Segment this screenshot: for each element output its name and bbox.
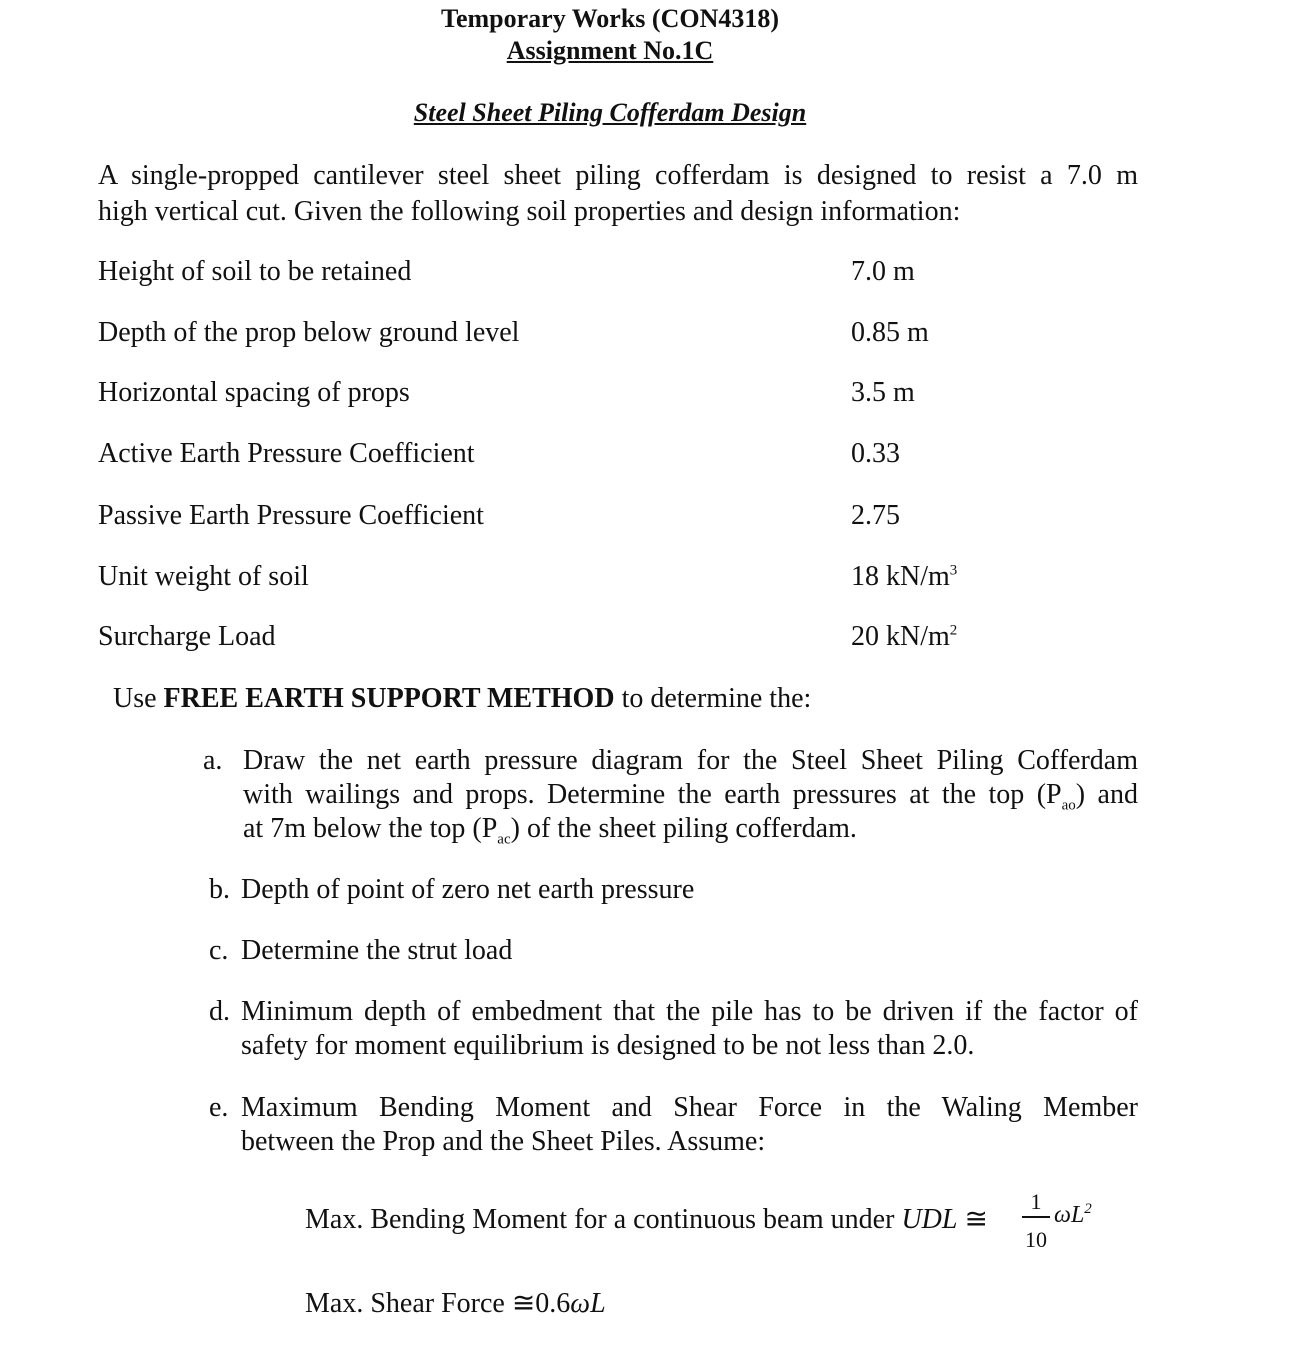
- method-suffix: to determine the:: [614, 683, 812, 714]
- property-label: Active Earth Pressure Coefficient: [98, 438, 475, 469]
- shear-coefficient: 0.6: [535, 1288, 571, 1319]
- bending-moment-formula: [305, 1202, 988, 1236]
- property-value: 0.85 m: [851, 317, 929, 348]
- assignment-number-text: Assignment No.1C: [506, 36, 714, 65]
- property-label: Horizontal spacing of props: [98, 377, 410, 408]
- property-label: Unit weight of soil: [98, 561, 309, 592]
- approx-symbol: ≅: [511, 1288, 536, 1319]
- item-c-letter: c.: [209, 935, 229, 966]
- item-d-letter: d.: [209, 996, 230, 1027]
- property-value: 0.33: [851, 438, 900, 469]
- item-e-letter: e.: [209, 1092, 229, 1123]
- fraction-numerator: 1: [1030, 1189, 1042, 1214]
- property-value-text: 18 kN/m: [851, 561, 950, 592]
- subscript-ac: ac: [497, 831, 511, 848]
- property-value: 3.5 m: [851, 377, 915, 408]
- omega-l-symbol: ωL: [570, 1288, 606, 1319]
- property-label: Height of soil to be retained: [98, 256, 412, 287]
- item-c-text: Determine the strut load: [241, 935, 513, 966]
- fraction-denominator: 10: [1025, 1227, 1047, 1252]
- item-a-line-3-tail: ) of the sheet piling cofferdam.: [510, 813, 857, 844]
- document-title: [0, 98, 1220, 128]
- item-d-line-2: safety for moment equilibrium is designed to be not less than 2.0.: [241, 1030, 975, 1061]
- property-label: Passive Earth Pressure Coefficient: [98, 500, 484, 531]
- property-value: [851, 561, 957, 593]
- item-a-line-2: [243, 779, 1138, 814]
- item-e-line-2: between the Prop and the Sheet Piles. Assume:: [241, 1126, 766, 1157]
- assignment-number: [0, 36, 1220, 66]
- document-title-text: Steel Sheet Piling Cofferdam Design: [413, 98, 807, 127]
- property-label: Surcharge Load: [98, 621, 276, 652]
- item-a-line-3-text: at 7m below the top (P: [243, 813, 498, 844]
- item-a-line-3: [243, 813, 857, 848]
- unit-exponent: 2: [949, 622, 958, 639]
- fraction-bar: [1022, 1216, 1050, 1218]
- course-title: Temporary Works (CON4318): [441, 4, 779, 33]
- udl-symbol: UDL: [901, 1204, 958, 1235]
- l-squared-exponent: 2: [1084, 1201, 1092, 1217]
- intro-line-1: A single-propped cantilever steel sheet piling cofferdam is designed to resist a 7.0 m: [98, 160, 1138, 191]
- item-e-line-1: Maximum Bending Moment and Shear Force in the Waling Member: [241, 1092, 1138, 1123]
- method-name: FREE EARTH SUPPORT METHOD: [163, 683, 615, 714]
- unit-exponent: 3: [949, 562, 958, 579]
- method-prefix: Use: [113, 683, 164, 714]
- property-value: [851, 621, 957, 653]
- item-a-letter: a.: [203, 745, 223, 776]
- item-b-letter: b.: [209, 874, 230, 905]
- shear-force-text: Max. Shear Force: [305, 1288, 512, 1319]
- item-d-line-1: Minimum depth of embedment that the pile has to be driven if the factor of: [241, 996, 1138, 1027]
- omega-l-symbol: ωL: [1054, 1202, 1085, 1228]
- item-a-line-1: Draw the net earth pressure diagram for the Steel Sheet Piling Cofferdam: [243, 745, 1138, 776]
- property-value-text: 20 kN/m: [851, 621, 950, 652]
- item-a-line-2-tail: ) and: [1075, 779, 1138, 810]
- intro-line-2: high vertical cut. Given the following soil properties and design information:: [98, 196, 961, 227]
- bending-moment-text: Max. Bending Moment for a continuous beam under: [305, 1204, 902, 1235]
- shear-force-formula: [305, 1286, 606, 1320]
- bending-moment-tail: [1054, 1202, 1092, 1229]
- property-value: 7.0 m: [851, 256, 915, 287]
- item-b-text: Depth of point of zero net earth pressure: [241, 874, 695, 905]
- property-label: Depth of the prop below ground level: [98, 317, 520, 348]
- item-a-line-2-text: with wailings and props. Determine the earth pressures at the top (P: [243, 779, 1062, 810]
- approx-symbol: ≅: [964, 1204, 988, 1235]
- property-value: 2.75: [851, 500, 900, 531]
- subscript-ao: ao: [1061, 797, 1076, 814]
- method-instruction: [113, 683, 811, 715]
